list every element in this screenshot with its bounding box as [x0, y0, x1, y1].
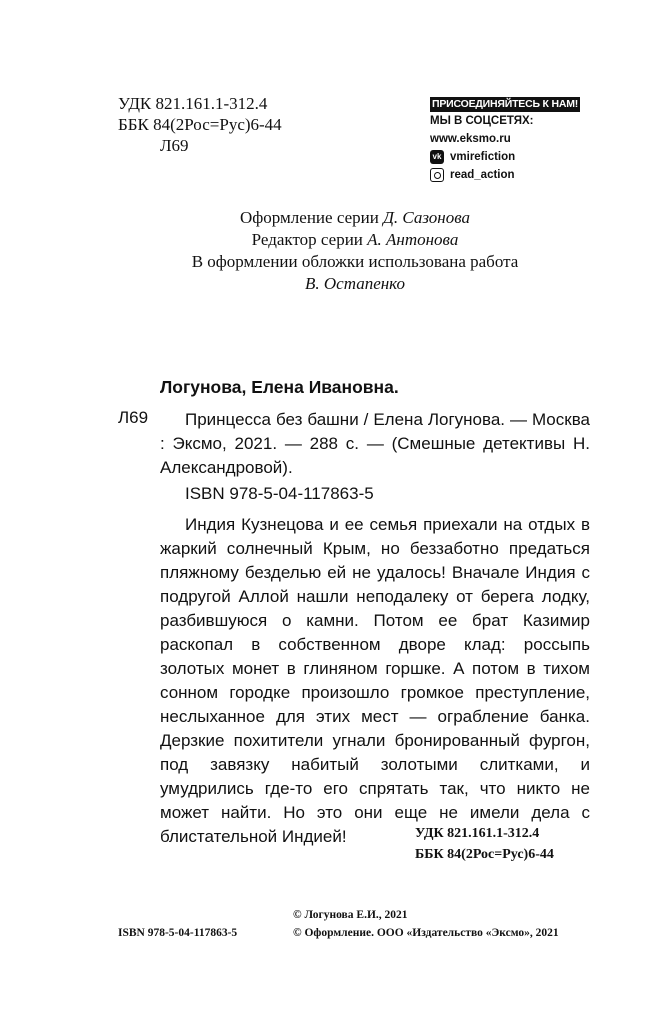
record-isbn: ISBN 978-5-04-117863-5	[185, 484, 374, 503]
vk-link[interactable]	[430, 148, 600, 166]
udk-code: УДК 821.161.1-312.4	[118, 94, 268, 113]
annotation: Индия Кузнецова и ее семья приехали на отдых в жаркий солнечный Крым, но беззаботно предаться пляжному безделью ей не удалось! Вначале Индия с подругой Аллой нашли неподалеку от берега лодку, разбившуюся о камни. Потом ее брат Казимир раскопал в собственном дворе клад: россыпь золотых монет в глиняном горшке. А потом в тихом сонном городке произошло громкое преступление, неслыханное для этих мест — ограбление банка. Дерзкие похитители угнали бронированный фургон, под завязку набитый золотыми слитками, и умудрились где-то его спрятать так, что никто не может найти. Но это они еще не имели дела с блистательной Индией!	[160, 515, 590, 846]
bottom-bbk: ББК 84(2Рос=Рус)6-44	[415, 847, 554, 862]
series-design-line	[100, 207, 610, 229]
cover-note: В оформлении обложки использована работа	[191, 252, 519, 271]
vk-handle: vmirefiction	[450, 151, 516, 163]
record-code: Л69	[118, 408, 149, 427]
bbk-code: ББК 84(2Рос=Рус)6-44	[118, 115, 282, 134]
series-editor-name: А. Антонова	[367, 230, 459, 249]
copyright-publisher: © Оформление. ООО «Издательство «Эксмо», 2021	[293, 927, 559, 939]
join-us-badge: ПРИСОЕДИНЯЙТЕСЬ К НАМ!	[432, 98, 579, 110]
copyright-isbn: ISBN 978-5-04-117863-5	[118, 927, 238, 939]
social-subtitle: МЫ В СОЦСЕТЯХ:	[430, 115, 534, 127]
author-mark: Л69	[160, 136, 189, 155]
social-block	[430, 94, 600, 184]
credits	[100, 207, 610, 295]
series-editor-label: Редактор серии	[251, 230, 363, 249]
record-description: Принцесса без башни / Елена Логунова. — Москва : Эксмо, 2021. — 288 с. — (Смешные детективы Н. Александровой).	[160, 410, 590, 477]
cover-artist: В. Остапенко	[305, 274, 405, 293]
vk-icon: vk	[430, 150, 444, 164]
instagram-link[interactable]	[430, 166, 600, 184]
series-design-label: Оформление серии	[240, 208, 379, 227]
instagram-handle: read_action	[450, 169, 515, 181]
instagram-icon	[430, 168, 444, 182]
record-author: Логунова, Елена Ивановна.	[160, 377, 399, 397]
copyright-author: © Логунова Е.И., 2021	[293, 909, 408, 921]
bottom-udk: УДК 821.161.1-312.4	[415, 826, 540, 841]
series-editor-line	[100, 229, 610, 251]
website-link[interactable]: www.eksmo.ru	[430, 133, 511, 145]
series-design-name: Д. Сазонова	[383, 208, 470, 227]
